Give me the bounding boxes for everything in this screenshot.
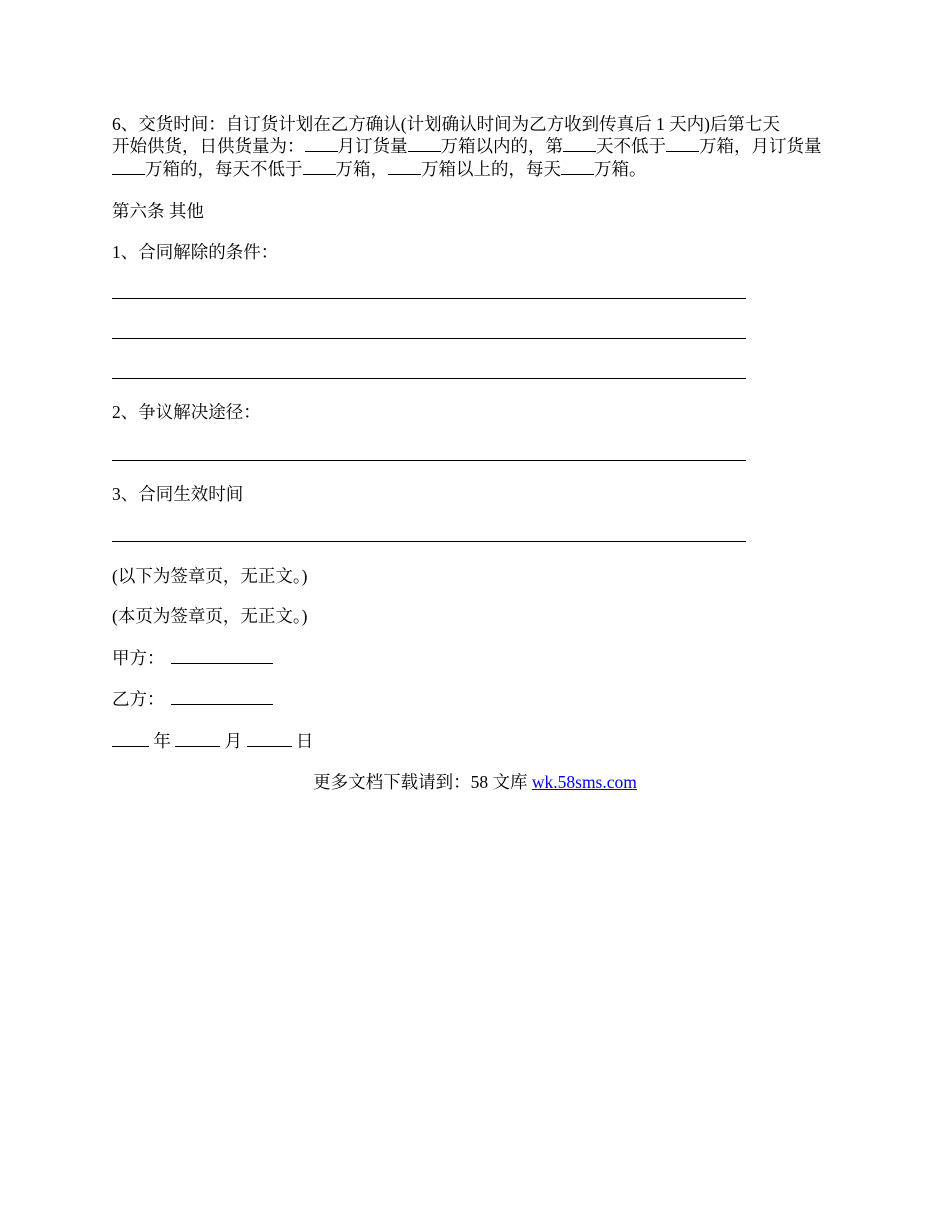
fill-blank	[303, 160, 336, 175]
party-b-blank	[171, 690, 273, 705]
fill-line	[112, 460, 746, 461]
year-label: 年	[153, 731, 171, 751]
fill-blank	[305, 137, 338, 152]
party-b-label: 乙方：	[112, 689, 165, 709]
fill-line	[112, 298, 746, 299]
footer-text: 更多文档下载请到：58 文库	[313, 772, 532, 792]
day-blank	[247, 732, 292, 747]
fill-line	[112, 338, 746, 339]
clause6-line1	[112, 114, 780, 134]
date-row	[112, 731, 313, 751]
clause6-line2	[112, 136, 822, 156]
clause6-text: 万箱以内的，第	[440, 136, 563, 156]
month-blank	[175, 732, 220, 747]
clause6-text: 万箱，月订货量	[699, 136, 822, 156]
fill-blank	[408, 137, 441, 152]
clause6-text: 万箱，	[335, 159, 388, 179]
party-a-row	[112, 648, 273, 668]
clause6-text: 6、交货时间：自订货计划在乙方确认(计划确认时间为乙方收到传真后 1 天内)后第七天	[112, 114, 780, 134]
clause6-text: 万箱。	[594, 159, 647, 179]
clause6-text: 天不低于	[596, 136, 666, 156]
fill-blank	[561, 160, 594, 175]
signature-note1: (以下为签章页，无正文。)	[112, 566, 308, 586]
clause6-text: 万箱的，每天不低于	[145, 159, 303, 179]
party-a-blank	[171, 649, 273, 664]
article6-item1: 1、合同解除的条件：	[112, 242, 279, 262]
day-label: 日	[295, 731, 314, 751]
year-blank	[112, 732, 149, 747]
clause6-text: 开始供货，日供货量为：	[112, 136, 305, 156]
fill-line	[112, 541, 746, 542]
article6-heading: 第六条 其他	[112, 201, 204, 221]
footer	[0, 772, 950, 792]
clause6-text: 万箱以上的，每天	[421, 159, 561, 179]
fill-blank	[388, 160, 421, 175]
party-a-label: 甲方：	[112, 648, 165, 668]
footer-link[interactable]: wk.58sms.com	[531, 772, 637, 792]
fill-line	[112, 378, 746, 379]
fill-blank	[112, 160, 145, 175]
month-label: 月	[224, 731, 243, 751]
party-b-row	[112, 689, 273, 709]
signature-note2: (本页为签章页，无正文。)	[112, 606, 308, 626]
clause6-text: 月订货量	[337, 136, 408, 156]
article6-item2: 2、争议解决途径：	[112, 402, 261, 422]
fill-blank	[563, 137, 596, 152]
article6-item3: 3、合同生效时间	[112, 484, 244, 504]
fill-blank	[666, 137, 699, 152]
clause6-line3	[112, 159, 647, 179]
